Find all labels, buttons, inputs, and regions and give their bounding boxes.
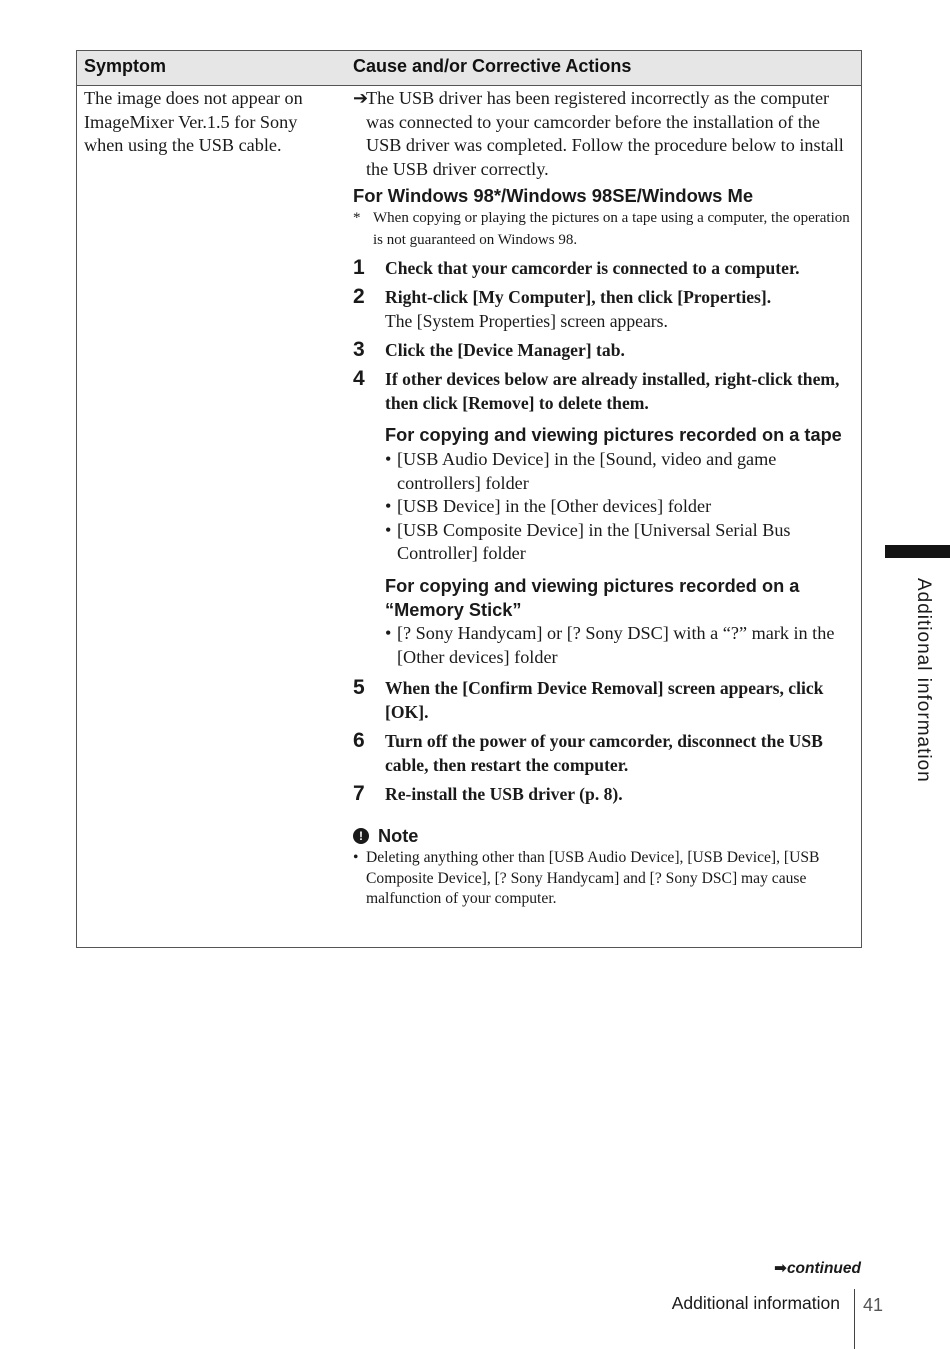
continued-label: ➡continued [773, 1260, 861, 1277]
step-2 [353, 285, 855, 333]
list-item: • [? Sony Handycam] or [? Sony DSC] with a “?” mark in the [Other devices] folder [385, 623, 835, 667]
step-number: 4 [353, 367, 365, 391]
cause-column [353, 87, 855, 910]
windows-heading: For Windows 98*/Windows 98SE/Windows Me [353, 185, 754, 207]
step-number: 3 [353, 338, 365, 362]
step-4 [353, 367, 855, 415]
intro-paragraph [353, 87, 855, 181]
step-1 [353, 256, 855, 280]
step-number: 6 [353, 729, 365, 753]
header-cause: Cause and/or Corrective Actions [353, 56, 632, 76]
list-item: • [USB Composite Device] in the [Universal Serial Bus Controller] folder [385, 519, 791, 564]
tape-device-list [353, 424, 855, 669]
step-number: 7 [353, 782, 365, 806]
arrow-icon: ➔ [353, 88, 369, 108]
step-text: Check that your camcorder is connected to a computer. [385, 258, 800, 279]
footnote [353, 208, 855, 251]
footer-section-title: Additional information [671, 1293, 840, 1313]
step-7 [353, 782, 855, 806]
table-header [77, 51, 861, 86]
step-text: Re-install the USB driver (p. 8). [385, 784, 623, 805]
note-body: • Deleting anything other than [USB Audio Device], [USB Device], [USB Composite Device], [? Sony Handycam] and [? Sony DSC] may cause malfunction of your computer. [353, 848, 855, 910]
note-heading: ! Note [353, 825, 855, 847]
step-text: Click the [Device Manager] tab. [385, 340, 625, 361]
troubleshooting-table [76, 50, 862, 948]
step-number: 5 [353, 676, 365, 700]
list-item: • [USB Device] in the [Other devices] folder [385, 496, 712, 517]
tape-heading: For copying and viewing pictures recorded on a tape [385, 425, 842, 446]
step-subtext: The [System Properties] screen appears. [385, 311, 668, 332]
step-text: Right-click [My Computer], then click [Properties]. [385, 287, 772, 308]
step-3 [353, 338, 855, 362]
footnote-text: When copying or playing the pictures on a tape using a computer, the operation is not guaranteed on Windows 98. [373, 210, 850, 248]
step-text: When the [Confirm Device Removal] screen appears, click [OK]. [385, 678, 824, 723]
symptom-text: The image does not appear on ImageMixer Ver.1.5 for Sony when using the USB cable. [84, 88, 303, 156]
footer-divider [854, 1289, 855, 1349]
step-text: Turn off the power of your camcorder, disconnect the USB cable, then restart the computer. [385, 731, 823, 776]
note-icon: ! [353, 828, 369, 844]
note-text: Deleting anything other than [USB Audio Device], [USB Device], [USB Composite Device], [? Sony Handycam] and [? Sony DSC] may cause malfunction of your computer. [366, 849, 820, 908]
step-6 [353, 729, 855, 777]
memory-stick-heading: For copying and viewing pictures recorded on a “Memory Stick” [385, 575, 800, 620]
page-number: 41 [863, 1295, 884, 1315]
header-symptom: Symptom [84, 56, 167, 76]
side-tab-bar [885, 545, 950, 558]
step-5 [353, 676, 855, 724]
list-item: • [USB Audio Device] in the [Sound, video and game controllers] folder [385, 448, 777, 493]
step-text: If other devices below are already installed, right-click them, then click [Remove] to delete them. [385, 369, 840, 414]
step-number: 2 [353, 285, 365, 309]
step-number: 1 [353, 256, 365, 280]
side-tab-label: Additional information [913, 578, 934, 783]
footnote-mark: * [353, 210, 361, 227]
intro-text: The USB driver has been registered incorrectly as the computer was connected to your camcorder before the installation of the USB driver was completed. Follow the procedure below to install the USB driver correctly. [366, 88, 844, 179]
